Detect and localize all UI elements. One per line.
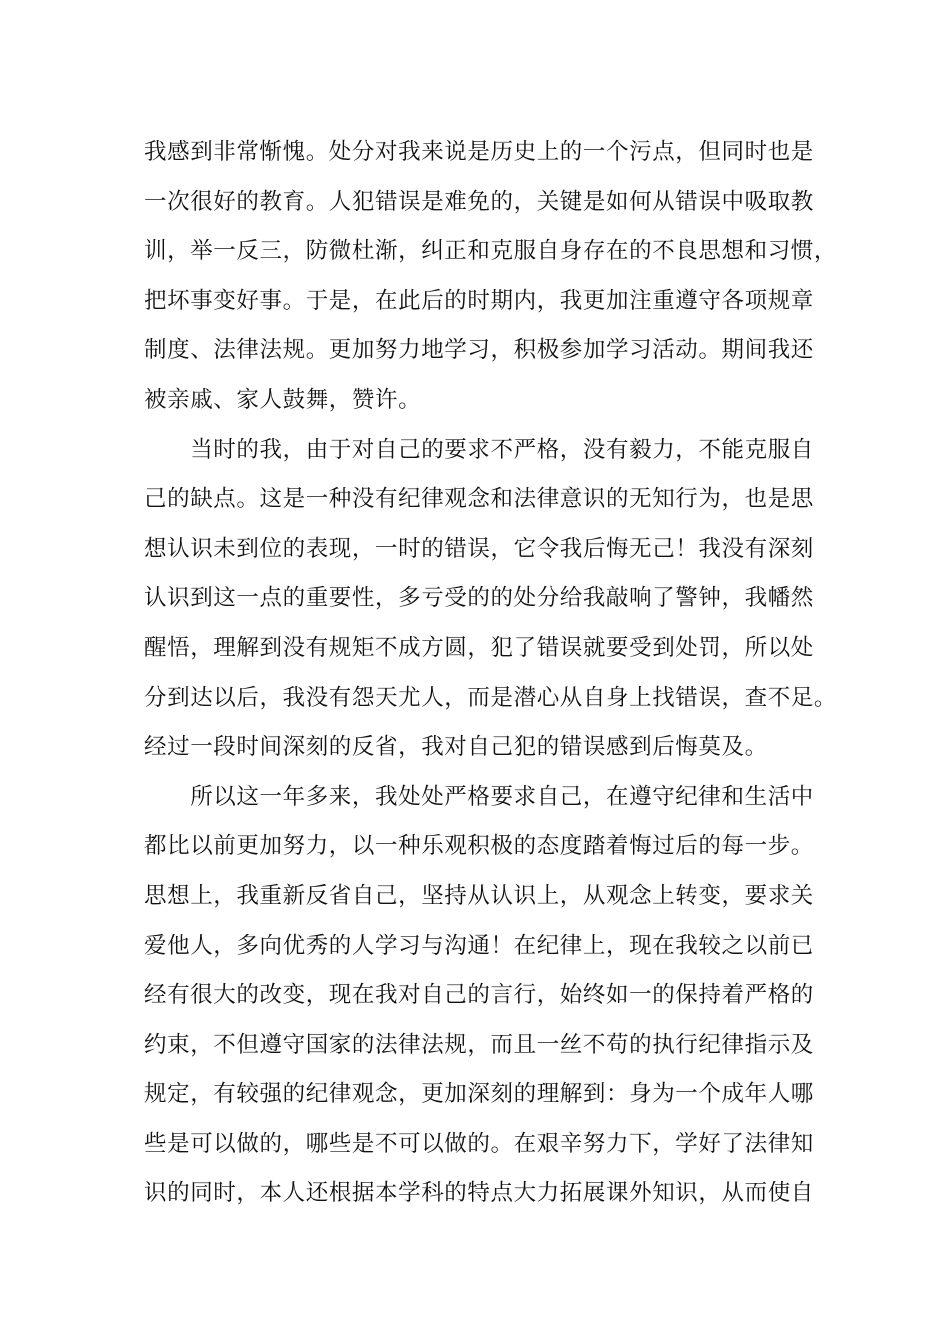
- text-line: 经过一段时间深刻的反省，我对自己犯的错误感到后悔莫及。: [144, 734, 768, 761]
- text-line: 把坏事变好事。于是，在此后的时期内，我更加注重遵守各项规章: [144, 287, 814, 314]
- text-line: 想认识未到位的表现，一时的错误，它令我后悔无己！我没有深刻: [144, 535, 814, 562]
- text-line: 一次很好的教育。人犯错误是难免的，关键是如何从错误中吸取教: [144, 188, 814, 215]
- text-line: 当时的我，由于对自己的要求不严格，没有毅力，不能克服自: [144, 436, 814, 463]
- text-line: 我感到非常惭愧。处分对我来说是历史上的一个污点，但同时也是: [144, 139, 814, 165]
- text-line: 己的缺点。这是一种没有纪律观念和法律意识的无知行为，也是思: [144, 486, 814, 513]
- text-line: 认识到这一点的重要性，多亏受的的处分给我敲响了警钟，我幡然: [144, 585, 814, 612]
- text-line: 制度、法律法规。更加努力地学习，积极参加学习活动。期间我还: [144, 337, 814, 364]
- text-line: 约束，不但遵守国家的法律法规，而且一丝不苟的执行纪律指示及: [144, 1031, 814, 1058]
- text-line: 都比以前更加努力，以一种乐观积极的态度踏着悔过后的每一步。: [144, 833, 814, 860]
- paragraph: [144, 773, 824, 1219]
- document-body: [144, 128, 838, 1219]
- text-line: 被亲戚、家人鼓舞，赞许。: [144, 386, 422, 413]
- text-line: 爱他人，多向优秀的人学习与沟通！在纪律上，现在我较之以前已: [144, 932, 814, 959]
- text-line: 分到达以后，我没有怨天尤人，而是潜心从自身上找错误，查不足。: [144, 684, 838, 711]
- text-line: 训，举一反三，防微杜渐，纠正和克服自身存在的不良思想和习惯，: [144, 238, 838, 265]
- text-line: 思想上，我重新反省自己，坚持从认识上，从观念上转变，要求关: [144, 882, 814, 909]
- text-line: 些是可以做的，哪些是不可以做的。在艰辛努力下，学好了法律知: [144, 1130, 814, 1157]
- text-line: 识的同时，本人还根据本学科的特点大力拓展课外知识，从而使自: [144, 1180, 814, 1207]
- text-line: 经有很大的改变，现在我对自己的言行，始终如一的保持着严格的: [144, 982, 814, 1009]
- text-line: 所以这一年多来，我处处严格要求自己，在遵守纪律和生活中: [144, 783, 814, 810]
- text-line: 规定，有较强的纪律观念，更加深刻的理解到：身为一个成年人哪: [144, 1081, 814, 1108]
- paragraph: [144, 426, 838, 773]
- text-line: 醒悟，理解到没有规矩不成方圆，犯了错误就要受到处罚，所以处: [144, 634, 814, 661]
- paragraph: [144, 128, 838, 426]
